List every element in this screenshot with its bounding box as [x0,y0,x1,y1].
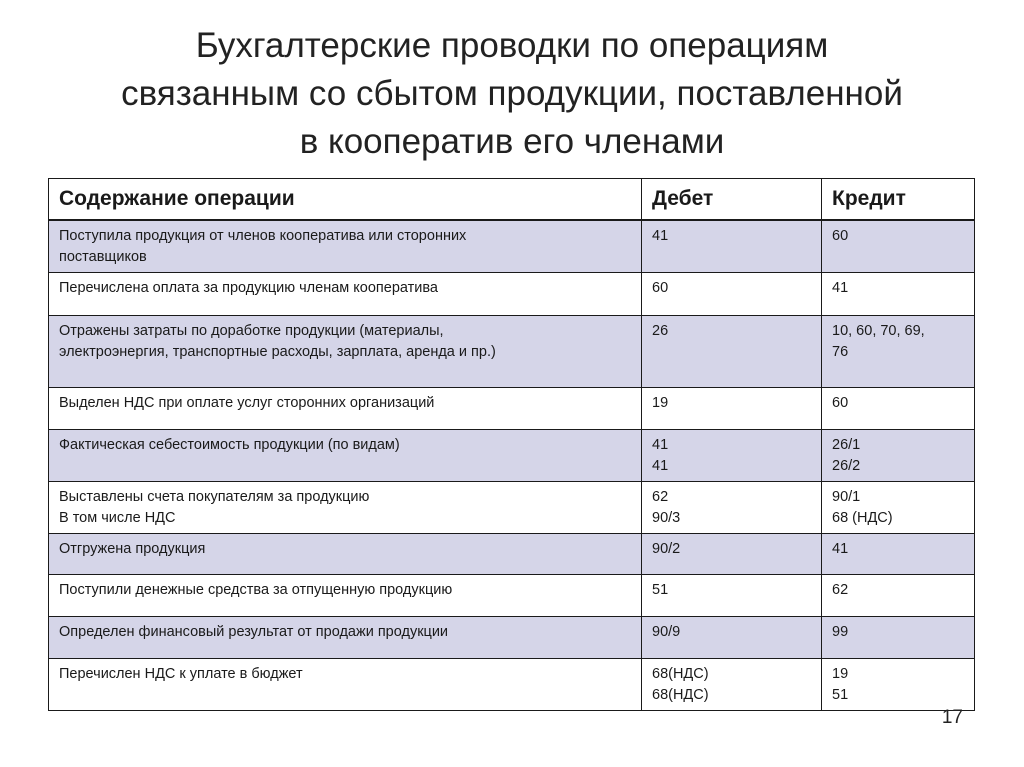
postings-table [48,178,975,711]
operation-cell [49,430,642,482]
slide-title [30,22,994,166]
page-number: 17 [941,707,963,728]
debit-value: 41 [652,437,669,453]
debit-value: 19 [652,395,669,411]
credit-cell [822,617,975,659]
table-row [49,273,975,316]
operation-cell [49,273,642,316]
operation-text: Отражены затраты по доработке продукции (материалы, [59,323,444,339]
credit-value: 68 (НДС) [832,510,893,526]
debit-value: 90/9 [652,624,681,640]
table-row [49,617,975,659]
table-row [49,220,975,273]
operation-cell [49,534,642,575]
credit-value: 60 [832,395,849,411]
operation-cell [49,659,642,711]
credit-cell [822,316,975,388]
credit-value: 41 [832,541,849,557]
debit-cell [642,617,822,659]
header-credit: Кредит [822,179,975,221]
credit-value: 41 [832,280,849,296]
operation-text: Выставлены счета покупателям за продукцию [59,489,370,505]
credit-cell [822,482,975,534]
debit-value: 26 [652,323,669,339]
operation-text: электроэнергия, транспортные расходы, зарплата, аренда и пр.) [59,344,496,360]
operation-text: Поступила продукция от членов кооператива или сторонних [59,228,467,244]
credit-cell [822,659,975,711]
operation-cell [49,482,642,534]
debit-cell [642,273,822,316]
debit-value: 90/2 [652,541,681,557]
debit-value: 41 [652,228,669,244]
operation-cell [49,316,642,388]
slide-title-line: связанным со сбытом продукции, поставленной [121,74,903,113]
debit-cell [642,575,822,617]
debit-cell [642,534,822,575]
table-row [49,430,975,482]
table-row [49,534,975,575]
debit-value: 68(НДС) [652,687,709,703]
operation-cell [49,575,642,617]
credit-value: 26/1 [832,437,861,453]
credit-cell [822,273,975,316]
operation-text: В том числе НДС [59,510,176,526]
operation-cell [49,220,642,273]
debit-cell [642,482,822,534]
operation-text: Поступили денежные средства за отпущенную продукцию [59,582,453,598]
debit-value: 68(НДС) [652,666,709,682]
debit-value: 62 [652,489,669,505]
slide-title-line: в кооператив его членами [299,122,725,161]
credit-cell [822,534,975,575]
table-row [49,316,975,388]
header-operation: Содержание операции [49,179,642,221]
credit-cell [822,220,975,273]
credit-cell [822,575,975,617]
operation-text: Перечислен НДС к уплате в бюджет [59,666,303,682]
debit-cell [642,659,822,711]
operation-cell [49,388,642,430]
credit-value: 60 [832,228,849,244]
operation-text: Отгружена продукция [59,541,206,557]
table-row [49,482,975,534]
operation-text: поставщиков [59,249,147,265]
table-header-row [49,179,975,221]
credit-value: 10, 60, 70, 69, [832,323,925,339]
debit-cell [642,220,822,273]
table-row [49,575,975,617]
slide-title-line: Бухгалтерские проводки по операциям [195,26,829,65]
debit-cell [642,316,822,388]
operation-text: Определен финансовый результат от продажи продукции [59,624,449,640]
credit-value: 62 [832,582,849,598]
operation-text: Выделен НДС при оплате услуг сторонних организаций [59,395,435,411]
operation-cell [49,617,642,659]
debit-cell [642,388,822,430]
credit-cell [822,388,975,430]
credit-value: 19 [832,666,849,682]
debit-value: 41 [652,458,669,474]
credit-cell [822,430,975,482]
operation-text: Фактическая себестоимость продукции (по видам) [59,437,400,453]
debit-value: 90/3 [652,510,681,526]
credit-value: 90/1 [832,489,861,505]
debit-value: 51 [652,582,669,598]
table-row [49,659,975,711]
debit-cell [642,430,822,482]
header-debit: Дебет [642,179,822,221]
credit-value: 26/2 [832,458,861,474]
credit-value: 76 [832,344,849,360]
table-row [49,388,975,430]
debit-value: 60 [652,280,669,296]
credit-value: 51 [832,687,849,703]
operation-text: Перечислена оплата за продукцию членам кооператива [59,280,438,296]
credit-value: 99 [832,624,849,640]
